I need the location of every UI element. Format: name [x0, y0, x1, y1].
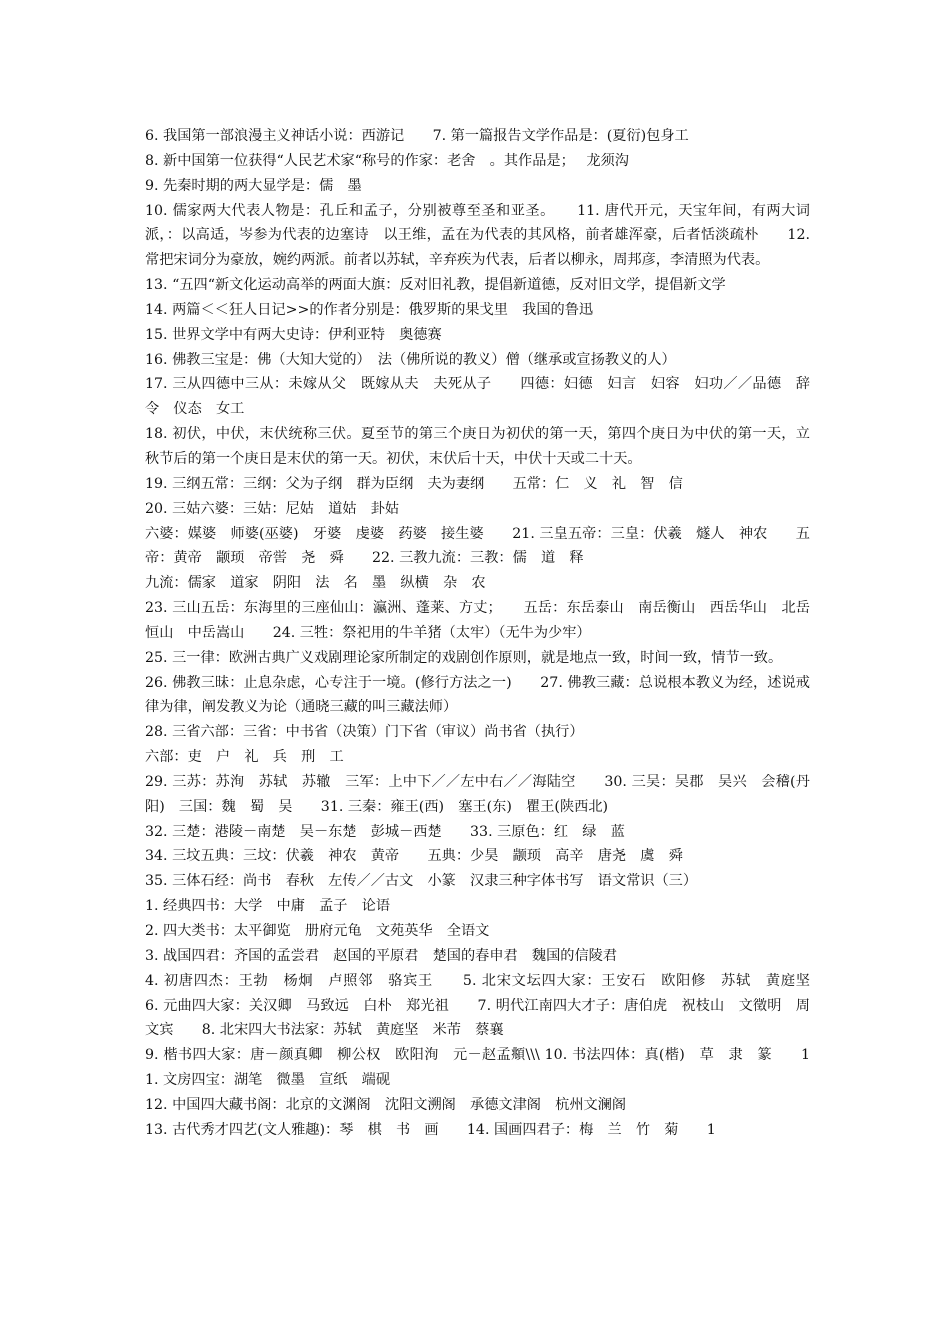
- paragraph: 16. 佛教三宝是：佛（大知大觉的） 法（佛所说的教义）僧（继承或宣扬教义的人）: [145, 351, 676, 368]
- paragraph: 9. 楷书四大家：唐－颜真卿 柳公权 欧阳洵 元－赵孟頫\\\ 10. 书法四体：真(楷) 草 隶 篆 11. 文房四宝：湖笔 微墨 宣纸 端砚: [145, 1047, 810, 1089]
- paragraph: 32. 三楚：港陵－南楚 吴－东楚 彭城－西楚 33. 三原色：红 绿 蓝: [145, 823, 625, 840]
- paragraph: 20. 三姑六婆：三姑：尼姑 道姑 卦姑: [145, 500, 400, 517]
- paragraph: 19. 三纲五常：三纲：父为子纲 群为臣纲 夫为妻纲 五常：仁 义 礼 智 信: [145, 475, 683, 492]
- paragraph: 10. 儒家两大代表人物是：孔丘和孟子，分别被尊至圣和亚圣。 11. 唐代开元，天宝年间，有两大词派，：以高适，岑参为代表的边塞诗 以王维，孟在为代表的其风格，前者雄浑豪，后者恬淡疏朴 12. 常把宋词分为豪放，婉约两派。前者以苏轼，辛弃疾为代表，后者以柳永，周邦彦，李清照为代表。: [145, 202, 815, 269]
- paragraph: 6. 我国第一部浪漫主义神话小说：西游记 7. 第一篇报告文学作品是：(夏衍)包身工: [145, 128, 689, 144]
- paragraph: 8. 新中国第一位获得“人民艺术家“称号的作家：老舍 。其作品是； 龙须沟: [145, 152, 629, 169]
- paragraph: 六婆：媒婆 师婆(巫婆) 牙婆 虔婆 药婆 接生婆 21. 三皇五帝：三皇：伏羲 燧人 神农 五帝：黄帝 颛顼 帝喾 尧 舜 22. 三教九流：三教：儒 道 释: [145, 525, 810, 567]
- paragraph: 9. 先秦时期的两大显学是：儒 墨: [145, 177, 362, 194]
- document-body: [145, 124, 839, 1143]
- paragraph: 23. 三山五岳：东海里的三座仙山：瀛洲、蓬莱、方丈； 五岳：东岳泰山 南岳衡山 西岳华山 北岳恒山 中岳嵩山 24. 三牲：祭祀用的牛羊猪（太牢）（无牛为少牢）: [145, 600, 810, 641]
- paragraph: 12. 中国四大藏书阁：北京的文渊阁 沈阳文溯阁 承德文津阁 杭州文澜阁: [145, 1096, 627, 1113]
- paragraph: 13. 古代秀才四艺(文人雅趣)：琴 棋 书 画 14. 国画四君子：梅 兰 竹 菊 1: [145, 1121, 716, 1138]
- paragraph: 六部：吏 户 礼 兵 刑 工: [145, 749, 344, 766]
- paragraph: 4. 初唐四杰：王勃 杨炯 卢照邻 骆宾王 5. 北宋文坛四大家：王安石 欧阳修 苏轼 黄庭坚 6. 元曲四大家：关汉卿 马致远 白朴 郑光祖 7. 明代江南四大才子：唐伯虎 祝枝山 文徵明 周文宾 8. 北宋四大书法家：苏轼 黄庭坚 米芾 蔡襄: [145, 972, 839, 1039]
- paragraph: 28. 三省六部：三省：中书省（决策）门下省（审议）尚书省（执行）: [145, 724, 584, 741]
- paragraph: 26. 佛教三昧：止息杂虑，心专注于一境。(修行方法之一) 27. 佛教三藏：总说根本教义为经，述说戒律为律，阐发教义为论（通晓三藏的叫三藏法师）: [145, 674, 810, 716]
- paragraph: 17. 三从四德中三从：未嫁从父 既嫁从夫 夫死从子 四德：妇德 妇言 妇容 妇功／／品德 辞令 仪态 女工: [145, 376, 810, 418]
- paragraph: 13. “五四“新文化运动高举的两面大旗：反对旧礼教，提倡新道德，反对旧文学，提倡新文学: [145, 277, 726, 294]
- paragraph: 34. 三坟五典：三坟：伏羲 神农 黄帝 五典：少昊 颛顼 高辛 唐尧 虞 舜: [145, 848, 683, 865]
- paragraph: 15. 世界文学中有两大史诗：伊利亚特 奥德赛: [145, 326, 442, 343]
- paragraph: 35. 三体石经：尚书 春秋 左传／／古文 小篆 汉隶三种字体书写 语文常识（三）: [145, 873, 698, 890]
- paragraph: 18. 初伏，中伏，末伏统称三伏。夏至节的第三个庚日为初伏的第一天，第四个庚日为中伏的第一天，立秋节后的第一个庚日是末伏的第一天。初伏，末伏后十天，中伏十天或二十天。: [145, 426, 810, 467]
- paragraph: 14. 两篇＜＜狂人日记>>的作者分别是：俄罗斯的果戈里 我国的鲁迅: [145, 301, 594, 318]
- paragraph: 2. 四大类书：太平御览 册府元龟 文苑英华 全语文: [145, 923, 490, 939]
- paragraph: 29. 三苏：苏洵 苏轼 苏辙 三军：上中下／／左中右／／海陆空 30. 三吴：吴郡 吴兴 会稽(丹阳) 三国：魏 蜀 吴 31. 三秦：雍王(西) 塞王(东) 瞿王(陕西北): [145, 773, 810, 815]
- paragraph: 3. 战国四君：齐国的孟尝君 赵国的平原君 楚国的春申君 魏国的信陵君: [145, 947, 618, 964]
- paragraph: 25. 三一律：欧洲古典广义戏剧理论家所制定的戏剧创作原则，就是地点一致，时间一致，情节一致。: [145, 649, 783, 666]
- paragraph: 1. 经典四书：大学 中庸 孟子 论语: [145, 898, 391, 915]
- paragraph: 九流：儒家 道家 阴阳 法 名 墨 纵横 杂 农: [145, 575, 486, 592]
